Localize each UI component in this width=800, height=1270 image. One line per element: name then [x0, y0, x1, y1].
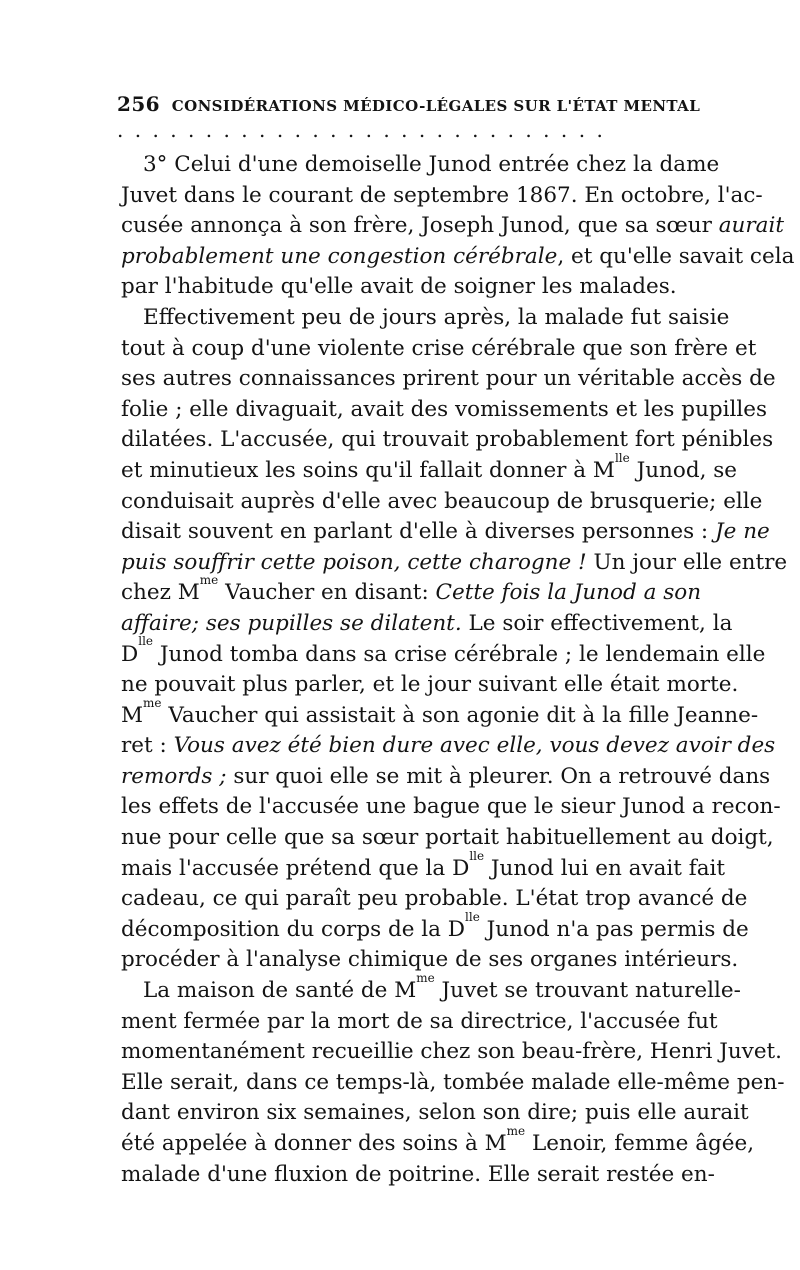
text-line — [121, 848, 726, 885]
text-span: cusée annonça à son frère, Joseph Junod, que sa sœur — [121, 213, 719, 239]
text-span: malade d'une fluxion de poitrine. Elle serait restée en- — [121, 1161, 715, 1187]
text-line — [121, 670, 739, 701]
text-span: Juvet dans le courant de septembre 1867. En octobre, l'ac- — [121, 182, 763, 208]
text-span: ment fermée par la mort de sa directrice, l'accusée fut — [121, 1008, 718, 1034]
text-span: chez M — [121, 580, 200, 606]
text-line — [121, 1037, 783, 1068]
italic-span: Je ne — [715, 519, 770, 545]
text-span: Junod, se — [629, 457, 738, 483]
text-span: les effets de l'accusée une bague que le sieur Junod a recon- — [121, 794, 781, 820]
text-line — [121, 334, 757, 365]
text-span: La maison de santé de M — [143, 978, 417, 1004]
superscript: me — [143, 695, 162, 710]
text-span: D — [121, 641, 139, 667]
text-line — [121, 272, 677, 303]
text-line — [121, 1068, 785, 1099]
italic-span: Vous avez été bien dure avec elle, vous devez avoir des — [173, 733, 776, 759]
text-span: procéder à l'analyse chimique de ses organes intérieurs. — [121, 947, 739, 973]
text-span: 3° Celui d'une demoiselle Junod entrée chez la dame — [143, 152, 720, 177]
text-span: Juvet se trouvant naturelle- — [434, 978, 741, 1004]
text-span: ses autres connaissances prirent pour un véritable accès de — [121, 366, 776, 392]
ellipsis-row: ............................ — [117, 118, 615, 142]
text-line — [121, 211, 784, 242]
text-line — [121, 762, 771, 793]
text-span: ne pouvait plus parler, et le jour suivant elle était morte. — [121, 672, 739, 698]
text-span: été appelée à donner des soins à M — [121, 1131, 507, 1156]
text-line — [121, 364, 776, 395]
text-span: disait souvent en parlant d'elle à diverses personnes : — [121, 519, 716, 545]
text-span: dant environ six semaines, selon son dire; puis elle aurait — [121, 1100, 749, 1126]
text-line — [121, 884, 748, 915]
text-line — [121, 909, 749, 946]
text-span: M — [121, 702, 144, 728]
text-line — [121, 242, 795, 273]
text-span: Vaucher qui assistait à son agonie dit à la fille Jeanne- — [161, 702, 759, 728]
text-line — [121, 823, 774, 854]
text-line — [121, 695, 759, 732]
text-line — [121, 395, 768, 426]
text-span: Lenoir, femme âgée, — [525, 1131, 755, 1156]
text-span: décomposition du corps de la D — [121, 916, 466, 942]
text-span: Junod n'a pas permis de — [479, 916, 749, 942]
text-line — [121, 792, 781, 823]
text-span: par l'habitude qu'elle avait de soigner les malades. — [121, 274, 677, 300]
text-line — [121, 303, 730, 334]
text-line — [121, 181, 763, 212]
italic-span: aurait — [718, 213, 784, 239]
running-header — [117, 92, 701, 120]
text-span: cadeau, ce qui paraît peu probable. L'état trop avancé de — [121, 886, 748, 912]
text-span: Vaucher en disant: — [218, 580, 436, 606]
italic-span: probablement une congestion cérébrale — [121, 243, 558, 269]
text-line — [121, 945, 739, 976]
text-span: Elle serait, dans ce temps-là, tombée malade elle-même pen- — [121, 1069, 785, 1095]
text-span: momentanément recueillie chez son beau-frère, Henri Juvet. — [121, 1039, 783, 1065]
text-span: ret : — [121, 733, 174, 759]
text-span: sur quoi elle se mit à pleurer. On a retrouvé dans — [226, 763, 771, 789]
superscript: lle — [138, 634, 154, 649]
text-span: Effectivement peu de jours après, la malade fut saisie — [143, 304, 730, 330]
text-span: tout à coup d'une violente crise cérébrale que son frère et — [121, 335, 757, 361]
text-line — [121, 517, 770, 548]
text-line — [121, 634, 766, 671]
text-line — [121, 1160, 715, 1191]
text-span: conduisait auprès d'elle avec beaucoup de brusquerie; elle — [121, 488, 763, 514]
superscript: me — [506, 1123, 526, 1138]
text-line — [121, 1123, 755, 1160]
text-line — [121, 487, 763, 518]
superscript: me — [199, 573, 219, 588]
text-line — [121, 573, 702, 609]
text-span: dilatées. L'accusée, qui trouvait probablement fort pénibles — [121, 427, 774, 453]
page-number: 256 — [117, 92, 160, 116]
superscript: lle — [469, 848, 485, 863]
text-line — [121, 1007, 718, 1038]
text-span: , et qu'elle savait cela — [557, 243, 795, 269]
italic-span: remords ; — [121, 763, 227, 789]
running-title: CONSIDÉRATIONS MÉDICO-LÉGALES SUR L'ÉTAT MENTAL — [171, 97, 701, 115]
text-span: nue pour celle que sa sœur portait habituellement au doigt, — [121, 825, 774, 851]
text-span: Junod lui en avait fait — [484, 855, 726, 881]
text-line — [121, 150, 720, 181]
italic-span: puis souffrir cette poison, cette charogne ! — [121, 549, 587, 575]
text-span: Un jour elle entre — [586, 549, 788, 575]
italic-span: Cette fois la Junod a son — [435, 580, 702, 606]
text-span: mais l'accusée prétend que la D — [121, 855, 470, 881]
text-span: Junod tomba dans sa crise cérébrale ; le lendemain elle — [153, 641, 766, 667]
text-span: folie ; elle divaguait, avait des vomissements et les pupilles — [121, 396, 768, 422]
text-span: et minutieux les soins qu'il fallait donner à M — [121, 457, 615, 483]
body-text — [121, 150, 795, 1190]
text-line — [121, 731, 776, 762]
text-line — [121, 970, 741, 1007]
italic-span: affaire; ses pupilles se dilatent. — [121, 610, 462, 636]
superscript: lle — [614, 450, 630, 465]
superscript: lle — [465, 909, 480, 924]
superscript: me — [416, 970, 435, 985]
text-span: Le soir effectivement, la — [461, 610, 733, 636]
text-line — [121, 450, 738, 487]
text-line — [121, 1098, 749, 1129]
text-line — [121, 609, 733, 640]
text-line — [121, 425, 774, 456]
